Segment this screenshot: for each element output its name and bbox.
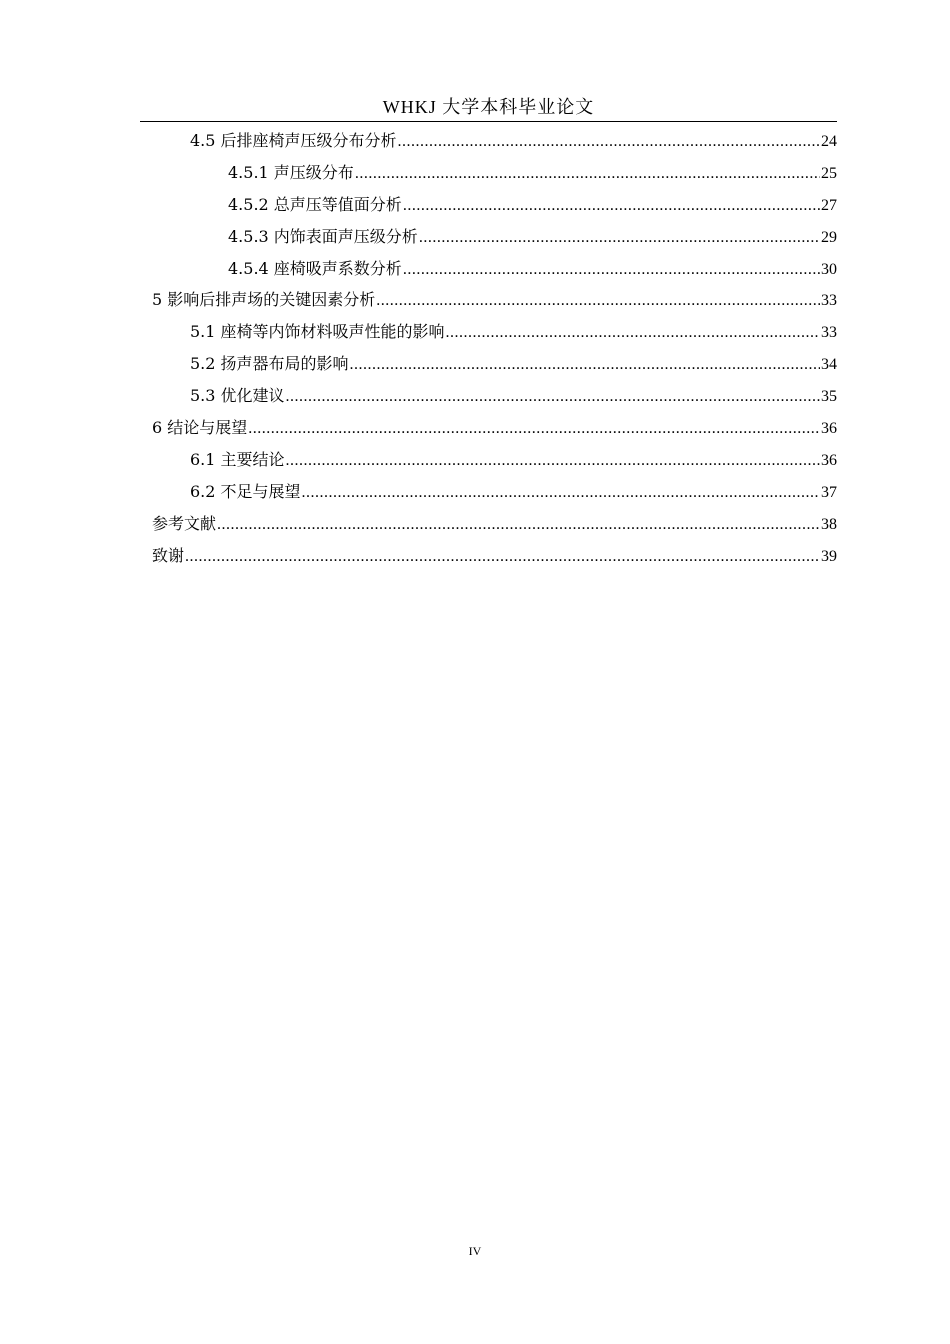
toc-leader-dots xyxy=(217,512,820,538)
toc-entry-title: 6.2 不足与展望 xyxy=(190,481,301,501)
toc-entry[interactable] xyxy=(152,192,837,224)
toc-entry-title: 6 结论与展望 xyxy=(152,418,248,438)
toc-entry[interactable] xyxy=(152,256,837,288)
toc-entry[interactable] xyxy=(152,319,837,351)
toc-leader-dots xyxy=(376,288,820,314)
toc-entry-title: 4.5.3 内饰表面声压级分析 xyxy=(228,226,418,246)
toc-entry[interactable] xyxy=(152,415,837,447)
toc-entry-page: 34 xyxy=(821,356,837,374)
toc-leader-dots xyxy=(248,416,820,442)
toc-entry-title: 5.1 座椅等内饰材料吸声性能的影响 xyxy=(190,322,445,342)
toc-entry-title: 参考文献 xyxy=(152,513,217,533)
table-of-contents xyxy=(152,128,837,574)
toc-entry-title: 6.1 主要结论 xyxy=(190,449,285,469)
toc-entry-title: 致谢 xyxy=(152,545,185,565)
toc-entry-page: 39 xyxy=(821,547,837,565)
page-number: IV xyxy=(468,1244,482,1258)
toc-entry-page: 24 xyxy=(821,133,837,150)
toc-leader-dots xyxy=(286,448,820,474)
toc-entry-page: 38 xyxy=(821,515,837,533)
page-header xyxy=(140,93,837,122)
toc-entry-page: 33 xyxy=(821,324,837,342)
toc-entry[interactable] xyxy=(152,447,837,479)
toc-leader-dots xyxy=(419,225,820,251)
toc-entry-title: 4.5.1 声压级分布 xyxy=(228,162,354,182)
toc-leader-dots xyxy=(302,480,820,506)
toc-leader-dots xyxy=(185,544,820,570)
toc-leader-dots xyxy=(403,257,820,283)
toc-leader-dots xyxy=(350,352,820,378)
toc-entry-page: 25 xyxy=(821,164,837,182)
toc-entry-title: 4.5.2 总声压等值面分析 xyxy=(228,194,402,214)
toc-entry-page: 36 xyxy=(821,420,837,438)
toc-entry-page: 29 xyxy=(821,228,837,246)
toc-entry[interactable] xyxy=(152,479,837,511)
toc-entry[interactable] xyxy=(152,287,837,319)
toc-entry[interactable] xyxy=(152,511,837,543)
toc-entry-title: 4.5 后排座椅声压级分布分析 xyxy=(190,131,397,150)
toc-leader-dots xyxy=(446,320,820,346)
toc-entry[interactable] xyxy=(152,543,837,575)
toc-entry[interactable] xyxy=(152,224,837,256)
toc-leader-dots xyxy=(398,129,820,155)
toc-entry-page: 37 xyxy=(821,483,837,501)
toc-entry[interactable] xyxy=(152,383,837,415)
toc-entry[interactable] xyxy=(152,160,837,192)
toc-entry-title: 5.2 扬声器布局的影响 xyxy=(190,354,349,374)
header-title: WHKJ 大学本科毕业论文 xyxy=(382,97,595,117)
toc-entry-title: 5.3 优化建议 xyxy=(190,386,285,406)
toc-entry-title: 4.5.4 座椅吸声系数分析 xyxy=(228,258,402,278)
toc-entry-page: 35 xyxy=(821,388,837,406)
toc-leader-dots xyxy=(355,161,820,187)
toc-entry[interactable] xyxy=(152,128,837,160)
toc-leader-dots xyxy=(403,193,820,219)
toc-leader-dots xyxy=(286,384,820,410)
toc-entry-page: 30 xyxy=(821,260,837,278)
toc-entry-title: 5 影响后排声场的关键因素分析 xyxy=(152,290,376,310)
toc-entry[interactable] xyxy=(152,351,837,383)
page-footer xyxy=(0,1244,950,1259)
toc-entry-page: 36 xyxy=(821,451,837,469)
toc-entry-page: 27 xyxy=(821,196,837,214)
toc-entry-page: 33 xyxy=(821,292,837,310)
